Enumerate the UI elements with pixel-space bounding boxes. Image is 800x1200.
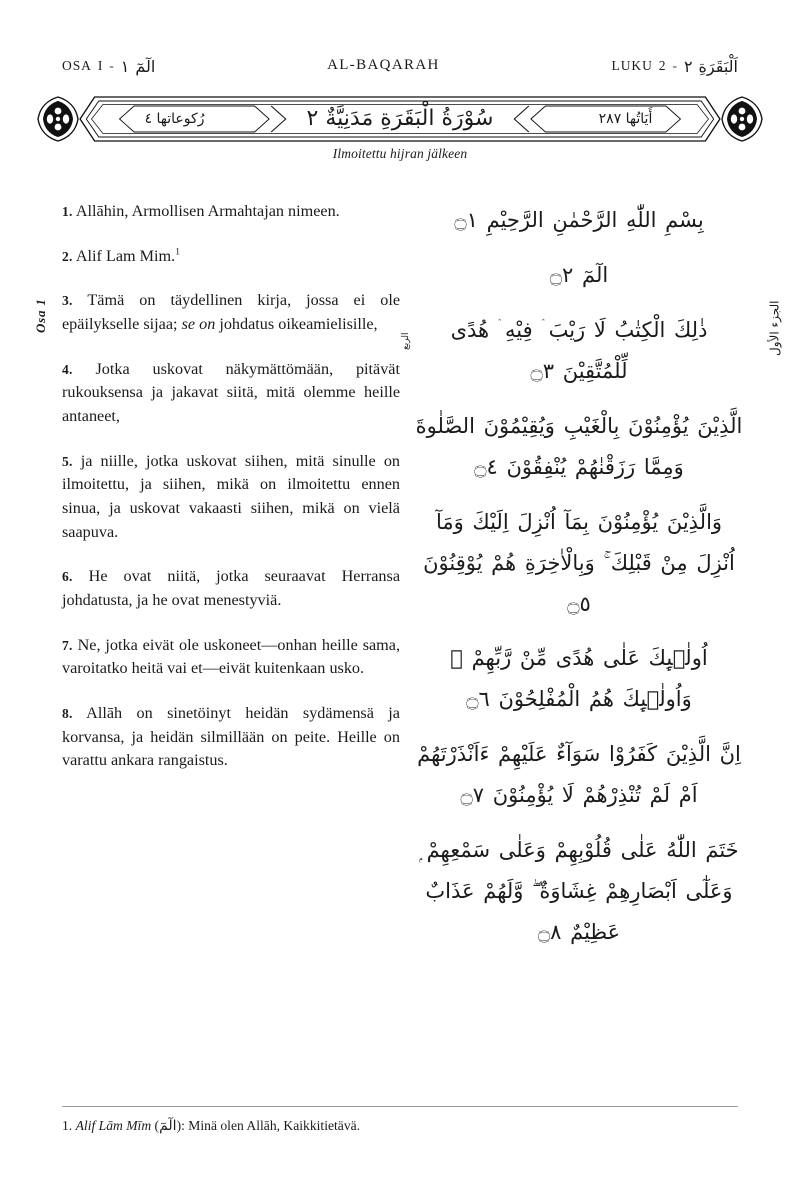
verse-arabic: وَالَّذِيْنَ يُؤْمِنُوْنَ بِمَآ اُنْزِلَ اِلَيْكَ وَمَآ اُنْزِلَ مِنْ قَبْلِكَ ۚ وَبِالْاٰخِرَةِ هُمْ يُوْقِنُوْنَ ۝٥ <box>423 509 735 616</box>
verse-text: Jotka uskovat näkymättömään, pitävät rukouksensa ja jakavat siitä, mitä olemme heille antaneet, <box>62 359 400 425</box>
verse-text: Ne, jotka eivät ole uskoneet—onhan heille sama, varoitatko heitä vai et—eivät kuitenkaan usko. <box>62 635 401 678</box>
part-arabic-name: الٓمٓ <box>135 56 156 76</box>
chapter-arabic-name: اَلْبَقَرَةِ <box>698 56 738 76</box>
verse-number: 6. <box>62 569 73 585</box>
footnote-arabic: الٓمٓ <box>159 1118 177 1134</box>
verse-text: Alif Lam Mim. <box>75 246 176 265</box>
verse-text: Tämä on täydellinen kirja, jossa ei ole epäilykselle sijaa; <box>62 291 400 333</box>
verse-number: 5. <box>62 453 73 469</box>
ayah-count-cartouche: أَيَاتُها ٢٨٧ <box>598 111 653 127</box>
ruku-count-cartouche: رُكوعاتها ٤ <box>144 111 205 127</box>
surah-title-arabic-text: سُوْرَةُ الْبَقَرَةِ مَدَنِيَّةٌ ٢ <box>306 106 494 131</box>
verse-finnish <box>62 702 400 773</box>
verse-arabic: بِسْمِ اللّٰهِ الرَّحْمٰنِ الرَّحِيْمِ ۝١ <box>454 208 704 232</box>
part-arabic-number: ١ <box>120 56 130 76</box>
header-separator-right: - <box>672 57 678 73</box>
footnote-close-paren: ): <box>176 1118 185 1133</box>
running-header-right <box>612 57 738 74</box>
ornament-left-icon <box>34 94 82 144</box>
verse-number: 4. <box>62 361 73 377</box>
footnote-open-paren: ( <box>154 1118 160 1133</box>
finnish-translation-column <box>62 200 400 773</box>
verse-arabic: الَّذِيْنَ يُؤْمِنُوْنَ بِالْغَيْبِ وَيُقِيْمُوْنَ الصَّلٰوةَ وَمِمَّا رَزَقْنٰهُمْ يُنْفِقُوْنَ ۝٤ <box>415 413 743 479</box>
arabic-text-column <box>414 200 744 967</box>
verse-emphasis: se on <box>181 314 216 333</box>
verse-number: 1. <box>62 204 73 219</box>
chapter-arabic-number: ٢ <box>683 56 693 76</box>
banner-frame <box>78 94 722 144</box>
verse-arabic: اُولٰۤىِٕكَ عَلٰى هُدًى مِّنْ رَّبِّهِمْ ۗ وَاُولٰۤىِٕكَ هُمُ الْمُفْلِحُوْنَ ۝٦ <box>450 646 708 712</box>
verse-arabic: خَتَمَ اللّٰهُ عَلٰى قُلُوْبِهِمْ وَعَلٰى سَمْعِهِمْ ۭ وَعَلٰٓى اَبْصَارِهِمْ غِشَاوَةٌ ۖ وَّلَهُمْ عَذَابٌ عَظِيْمٌ ۝٨ <box>419 838 739 945</box>
ornament-right-icon <box>718 94 766 144</box>
verse-finnish <box>62 565 400 612</box>
footnote-term: Alif Lām Mīm <box>75 1118 152 1133</box>
surah-banner <box>34 94 766 144</box>
margin-part-label: Osa 1 <box>33 298 48 334</box>
verse-finnish <box>62 245 400 269</box>
footnote-reference[interactable]: 1 <box>175 247 180 258</box>
running-header-left <box>62 57 155 74</box>
surah-name-header: AL-BAQARAH <box>327 56 440 73</box>
verse-arabic: اِنَّ الَّذِيْنَ كَفَرُوْا سَوَآءٌ عَلَيْهِمْ ءَاَنْذَرْتَهُمْ اَمْ لَمْ تُنْذِرْهُمْ لَا يُؤْمِنُوْنَ ۝٧ <box>417 742 741 808</box>
verse-finnish <box>62 358 400 429</box>
footnote-divider <box>62 1106 738 1107</box>
verse-columns <box>62 200 744 1090</box>
verse-number: 7. <box>62 637 73 653</box>
footnote <box>62 1116 742 1137</box>
verse-text: He ovat niitä, jotka seuraavat Herransa johdatusta, ja he ovat menestyviä. <box>62 567 401 609</box>
verse-text: johdatus oikeamielisille, <box>215 314 378 333</box>
chapter-label: LUKU <box>611 57 653 73</box>
running-header <box>62 52 738 78</box>
margin-juz-label: الجزء الأول <box>767 300 782 356</box>
verse-text: Allāhin, Armollisen Armahtajan nimeen. <box>75 202 340 220</box>
part-number: I <box>97 57 104 73</box>
verse-finnish <box>62 450 400 545</box>
verse-arabic: ذٰلِكَ الْكِتٰبُ لَا رَيْبَ ۛ فِيْهِ ۛ هُدًى لِّلْمُتَّقِيْنَ ۝٣ <box>450 317 708 383</box>
verse-number: 3. <box>62 293 73 309</box>
margin-hizb-label: الربع <box>401 332 411 350</box>
verse-text: ja niille, jotka uskovat siihen, mitä sinulle on ilmoitettu, ja siihen, mikä on ilmoitettu ennen sinua, ja uskovat vakaasti siihen, mikä on vielä saapuva. <box>62 451 401 541</box>
revelation-note: Ilmoitettu hijran jälkeen <box>332 146 468 161</box>
verse-arabic: الٓمٓ ۝٢ <box>549 262 609 287</box>
verse-number: 2. <box>62 248 73 264</box>
chapter-number: 2 <box>658 57 667 73</box>
verse-text: Allāh on sinetöinyt heidän sydämensä ja korvansa, ja heidän silmillään on peite. Heille on varattu ankara rangaistus. <box>62 703 400 770</box>
part-label: OSA <box>62 57 92 73</box>
verse-finnish <box>62 200 400 224</box>
header-separator-left: - <box>109 57 115 73</box>
verse-finnish <box>62 634 400 681</box>
verse-number: 8. <box>62 705 73 721</box>
verse-finnish <box>62 289 400 336</box>
footnote-text: Minä olen Allāh, Kaikkitietävä. <box>188 1118 361 1133</box>
footnote-marker: 1. <box>62 1118 73 1133</box>
